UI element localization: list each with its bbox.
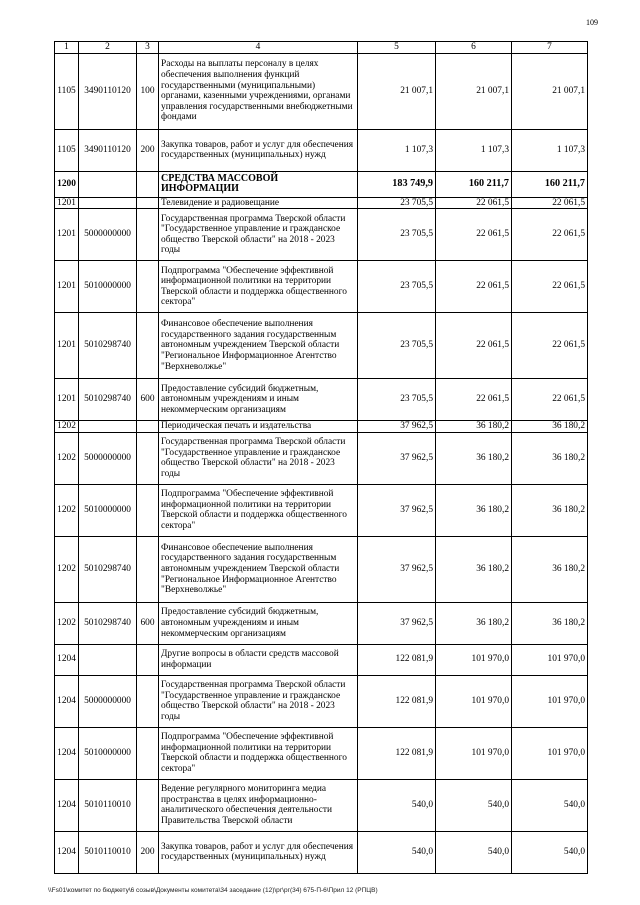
amount-cell: 101 970,0 [436,644,512,675]
expense-type-cell [137,536,159,602]
header-cell: 5 [358,42,436,54]
item-name-cell: Телевидение и радиовещание [159,197,358,209]
amount-cell: 37 962,5 [358,484,436,536]
table-row [55,129,588,171]
table-row [55,261,588,313]
amount-cell: 22 061,5 [512,261,588,313]
item-name-cell: Подпрограмма "Обеспечение эффективной информационной политики на территории Тверской области и поддержка общественного сектора" [159,727,358,779]
amount-cell: 160 211,7 [512,171,588,197]
amount-cell: 36 180,2 [436,536,512,602]
amount-cell: 183 749,9 [358,171,436,197]
amount-cell: 101 970,0 [436,675,512,727]
amount-cell: 540,0 [512,779,588,831]
section-cell: 1202 [55,484,79,536]
expense-type-cell [137,432,159,484]
amount-cell: 36 180,2 [512,602,588,644]
amount-cell: 22 061,5 [436,379,512,421]
amount-cell: 122 081,9 [358,727,436,779]
section-cell: 1105 [55,129,79,171]
amount-cell: 23 705,5 [358,379,436,421]
expense-type-cell [137,779,159,831]
section-cell: 1200 [55,171,79,197]
amount-cell: 36 180,2 [512,536,588,602]
target-code-cell: 3490110120 [79,53,137,129]
item-name-cell: Ведение регулярного мониторинга медиа пространства в целях информационно-аналитического обеспечения деятельности Правительства Тверской области [159,779,358,831]
table-row [55,171,588,197]
section-cell: 1201 [55,379,79,421]
amount-cell: 36 180,2 [512,484,588,536]
section-cell: 1202 [55,536,79,602]
table-row [55,831,588,873]
table-row [55,53,588,129]
item-name-cell: Государственная программа Тверской области "Государственное управление и гражданское общество Тверской области" на 2018 - 2023 годы [159,432,358,484]
target-code-cell [79,421,137,433]
header-cell: 3 [137,42,159,54]
section-cell: 1202 [55,602,79,644]
amount-cell: 21 007,1 [512,53,588,129]
item-name-cell: СРЕДСТВА МАССОВОЙ ИНФОРМАЦИИ [159,171,358,197]
item-name-cell: Подпрограмма "Обеспечение эффективной информационной политики на территории Тверской области и поддержка общественного сектора" [159,484,358,536]
expense-type-cell [137,171,159,197]
item-name-cell: Закупка товаров, работ и услуг для обеспечения государственных (муниципальных) нужд [159,129,358,171]
header-cell: 6 [436,42,512,54]
amount-cell: 36 180,2 [512,432,588,484]
expense-type-cell: 200 [137,831,159,873]
table-row [55,484,588,536]
section-cell: 1204 [55,675,79,727]
item-name-cell: Другие вопросы в области средств массовой информации [159,644,358,675]
table-row [55,644,588,675]
target-code-cell: 5010000000 [79,261,137,313]
expense-type-cell: 100 [137,53,159,129]
amount-cell: 122 081,9 [358,644,436,675]
target-code-cell: 5000000000 [79,432,137,484]
amount-cell: 37 962,5 [358,421,436,433]
amount-cell: 160 211,7 [436,171,512,197]
amount-cell: 101 970,0 [512,727,588,779]
target-code-cell: 5000000000 [79,675,137,727]
amount-cell: 1 107,3 [358,129,436,171]
amount-cell: 21 007,1 [358,53,436,129]
item-name-cell: Предоставление субсидий бюджетным, автономным учреждениям и иным некоммерческим организациям [159,602,358,644]
section-cell: 1201 [55,209,79,261]
item-name-cell: Государственная программа Тверской области "Государственное управление и гражданское общество Тверской области" на 2018 - 2023 годы [159,675,358,727]
item-name-cell: Финансовое обеспечение выполнения государственного задания государственным автономным учреждением Тверской области "Региональное Информационное Агентство "Верхневолжье" [159,536,358,602]
header-row [55,42,588,54]
target-code-cell [79,644,137,675]
expense-type-cell: 600 [137,602,159,644]
target-code-cell: 3490110120 [79,129,137,171]
table-row [55,536,588,602]
expense-type-cell [137,197,159,209]
section-cell: 1202 [55,421,79,433]
item-name-cell: Подпрограмма "Обеспечение эффективной информационной политики на территории Тверской области и поддержка общественного сектора" [159,261,358,313]
section-cell: 1204 [55,831,79,873]
target-code-cell [79,171,137,197]
budget-table [54,41,588,874]
amount-cell: 22 061,5 [512,209,588,261]
section-cell: 1201 [55,197,79,209]
expense-type-cell: 200 [137,129,159,171]
header-cell: 1 [55,42,79,54]
header-cell: 7 [512,42,588,54]
expense-type-cell [137,644,159,675]
item-name-cell: Расходы на выплаты персоналу в целях обеспечения выполнения функций государственными (муниципальными) органами, казенными учреждениями, органами управления государственными внебюджетными фондами [159,53,358,129]
expense-type-cell: 600 [137,379,159,421]
table-row [55,313,588,379]
target-code-cell: 5010298740 [79,379,137,421]
amount-cell: 101 970,0 [512,675,588,727]
target-code-cell: 5010298740 [79,313,137,379]
amount-cell: 23 705,5 [358,261,436,313]
target-code-cell: 5010000000 [79,727,137,779]
expense-type-cell [137,313,159,379]
amount-cell: 22 061,5 [512,379,588,421]
target-code-cell: 5010110010 [79,831,137,873]
amount-cell: 22 061,5 [436,313,512,379]
item-name-cell: Периодическая печать и издательства [159,421,358,433]
amount-cell: 23 705,5 [358,197,436,209]
header-cell: 4 [159,42,358,54]
table-row [55,379,588,421]
section-cell: 1202 [55,432,79,484]
table-row [55,209,588,261]
section-cell: 1204 [55,727,79,779]
amount-cell: 1 107,3 [436,129,512,171]
section-cell: 1105 [55,53,79,129]
amount-cell: 22 061,5 [512,313,588,379]
target-code-cell: 5010110010 [79,779,137,831]
amount-cell: 22 061,5 [436,209,512,261]
target-code-cell: 5010298740 [79,602,137,644]
amount-cell: 36 180,2 [436,432,512,484]
amount-cell: 36 180,2 [436,602,512,644]
amount-cell: 37 962,5 [358,536,436,602]
amount-cell: 21 007,1 [436,53,512,129]
page-number: 109 [586,18,598,27]
section-cell: 1201 [55,261,79,313]
amount-cell: 540,0 [512,831,588,873]
expense-type-cell [137,261,159,313]
amount-cell: 22 061,5 [436,197,512,209]
amount-cell: 101 970,0 [512,644,588,675]
item-name-cell: Закупка товаров, работ и услуг для обеспечения государственных (муниципальных) нужд [159,831,358,873]
amount-cell: 101 970,0 [436,727,512,779]
amount-cell: 540,0 [436,831,512,873]
expense-type-cell [137,484,159,536]
table-row [55,602,588,644]
amount-cell: 36 180,2 [436,484,512,536]
amount-cell: 22 061,5 [436,261,512,313]
amount-cell: 22 061,5 [512,197,588,209]
table-row [55,779,588,831]
table-row [55,432,588,484]
amount-cell: 36 180,2 [436,421,512,433]
section-cell: 1204 [55,779,79,831]
file-path-footer: \\Fs01\комитет по бюджету\6 созыв\Документы комитета\34 заседание (12)\рг\рг(34) 675-П-6\Прил 12 (РПЦВ) [48,887,378,894]
item-name-cell: Финансовое обеспечение выполнения государственного задания государственным автономным учреждением Тверской области "Региональное Информационное Агентство "Верхневолжье" [159,313,358,379]
target-code-cell: 5010000000 [79,484,137,536]
expense-type-cell [137,727,159,779]
amount-cell: 122 081,9 [358,675,436,727]
amount-cell: 1 107,3 [512,129,588,171]
amount-cell: 540,0 [358,779,436,831]
amount-cell: 37 962,5 [358,432,436,484]
target-code-cell: 5000000000 [79,209,137,261]
table-row [55,675,588,727]
item-name-cell: Предоставление субсидий бюджетным, автономным учреждениям и иным некоммерческим организациям [159,379,358,421]
table-row [55,197,588,209]
header-cell: 2 [79,42,137,54]
amount-cell: 23 705,5 [358,209,436,261]
section-cell: 1201 [55,313,79,379]
target-code-cell: 5010298740 [79,536,137,602]
expense-type-cell [137,421,159,433]
amount-cell: 36 180,2 [512,421,588,433]
expense-type-cell [137,209,159,261]
table-row [55,727,588,779]
amount-cell: 540,0 [436,779,512,831]
expense-type-cell [137,675,159,727]
amount-cell: 23 705,5 [358,313,436,379]
amount-cell: 540,0 [358,831,436,873]
item-name-cell: Государственная программа Тверской области "Государственное управление и гражданское общество Тверской области" на 2018 - 2023 годы [159,209,358,261]
target-code-cell [79,197,137,209]
table-row [55,421,588,433]
amount-cell: 37 962,5 [358,602,436,644]
section-cell: 1204 [55,644,79,675]
